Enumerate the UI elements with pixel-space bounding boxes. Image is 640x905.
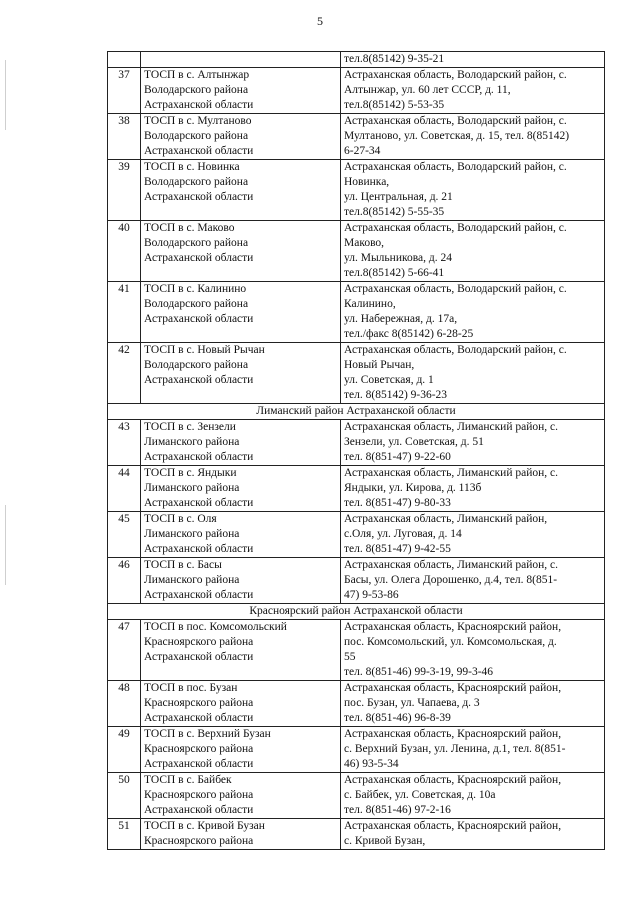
row-number: 46 [108, 558, 141, 604]
branch-address: Астраханская область, Володарский район, с. Калинино, ул. Набережная, д. 17а, тел./факс 8(85142) 6-28-25 [341, 282, 605, 343]
table-row [108, 466, 605, 512]
branch-name: ТОСП в с. Алтынжар Володарского района Астраханской области [141, 68, 341, 114]
table-row [108, 282, 605, 343]
branch-address: тел.8(85142) 9-35-21 [341, 52, 605, 68]
branch-table [107, 51, 605, 850]
table-row [108, 819, 605, 850]
row-number: 50 [108, 773, 141, 819]
branch-address: Астраханская область, Володарский район, с. Новый Рычан, ул. Советская, д. 1 тел. 8(85142) 9-36-23 [341, 343, 605, 404]
branch-name: ТОСП в с. Басы Лиманского района Астраханской области [141, 558, 341, 604]
branch-address: Астраханская область, Лиманский район, с. Басы, ул. Олега Дорошенко, д.4, тел. 8(851- 47) 9-53-86 [341, 558, 605, 604]
branch-address: Астраханская область, Лиманский район, с.Оля, ул. Луговая, д. 14 тел. 8(851-47) 9-42-55 [341, 512, 605, 558]
branch-address: Астраханская область, Красноярский район, с. Верхний Бузан, ул. Ленина, д.1, тел. 8(851- 46) 93-5-34 [341, 727, 605, 773]
table-row [108, 727, 605, 773]
row-number: 51 [108, 819, 141, 850]
row-number: 38 [108, 114, 141, 160]
branch-name: ТОСП в с. Новый Рычан Володарского района Астраханской области [141, 343, 341, 404]
branch-address: Астраханская область, Красноярский район, пос. Комсомольский, ул. Комсомольская, д. 55 тел. 8(851-46) 99-3-19, 99-3-46 [341, 620, 605, 681]
row-number: 37 [108, 68, 141, 114]
table-row [108, 343, 605, 404]
branch-name: ТОСП в с. Яндыки Лиманского района Астраханской области [141, 466, 341, 512]
branch-address: Астраханская область, Лиманский район, с. Зензели, ул. Советская, д. 51 тел. 8(851-47) 9-22-60 [341, 420, 605, 466]
row-number [108, 52, 141, 68]
section-title: Лиманский район Астраханской области [108, 404, 605, 420]
branch-name: ТОСП в пос. Комсомольский Красноярского района Астраханской области [141, 620, 341, 681]
branch-name: ТОСП в с. Оля Лиманского района Астраханской области [141, 512, 341, 558]
section-title: Красноярский район Астраханской области [108, 604, 605, 620]
table-row [108, 420, 605, 466]
row-number: 47 [108, 620, 141, 681]
branch-name: ТОСП в с. Кривой Бузан Красноярского района [141, 819, 341, 850]
branch-name: ТОСП в с. Маково Володарского района Астраханской области [141, 221, 341, 282]
branch-address: Астраханская область, Володарский район, с. Мултаново, ул. Советская, д. 15, тел. 8(85142) 6-27-34 [341, 114, 605, 160]
row-number: 44 [108, 466, 141, 512]
branch-address: Астраханская область, Володарский район, с. Алтынжар, ул. 60 лет СССР, д. 11, тел.8(85142) 5-53-35 [341, 68, 605, 114]
section-header-row [108, 604, 605, 620]
row-number: 39 [108, 160, 141, 221]
table-row [108, 68, 605, 114]
row-number: 42 [108, 343, 141, 404]
table-row [108, 160, 605, 221]
branch-name: ТОСП в с. Новинка Володарского района Астраханской области [141, 160, 341, 221]
row-number: 48 [108, 681, 141, 727]
page-number: 5 [317, 14, 323, 28]
branch-address: Астраханская область, Красноярский район, с. Кривой Бузан, [341, 819, 605, 850]
table-row [108, 558, 605, 604]
section-header-row [108, 404, 605, 420]
branch-name: ТОСП в с. Байбек Красноярского района Астраханской области [141, 773, 341, 819]
table-row [108, 773, 605, 819]
branch-address: Астраханская область, Красноярский район, пос. Бузан, ул. Чапаева, д. 3 тел. 8(851-46) 96-8-39 [341, 681, 605, 727]
row-number: 49 [108, 727, 141, 773]
branch-name: ТОСП в с. Зензели Лиманского района Астраханской области [141, 420, 341, 466]
branch-name: ТОСП в с. Калинино Володарского района Астраханской области [141, 282, 341, 343]
branch-name: ТОСП в пос. Бузан Красноярского района Астраханской области [141, 681, 341, 727]
scan-margin-line [5, 505, 6, 585]
row-number: 40 [108, 221, 141, 282]
branch-name [141, 52, 341, 68]
table-row [108, 512, 605, 558]
branch-name: ТОСП в с. Мултаново Володарского района Астраханской области [141, 114, 341, 160]
branch-address: Астраханская область, Красноярский район, с. Байбек, ул. Советская, д. 10а тел. 8(851-46) 97-2-16 [341, 773, 605, 819]
table-row [108, 52, 605, 68]
table-row [108, 620, 605, 681]
branch-address: Астраханская область, Володарский район, с. Маково, ул. Мыльникова, д. 24 тел.8(85142) 5-66-41 [341, 221, 605, 282]
branch-table-body [108, 52, 605, 850]
branch-address: Астраханская область, Лиманский район, с. Яндыки, ул. Кирова, д. 113б тел. 8(851-47) 9-80-33 [341, 466, 605, 512]
scan-margin-line [5, 60, 6, 130]
row-number: 45 [108, 512, 141, 558]
branch-address: Астраханская область, Володарский район, с. Новинка, ул. Центральная, д. 21 тел.8(85142) 5-55-35 [341, 160, 605, 221]
row-number: 41 [108, 282, 141, 343]
table-row [108, 114, 605, 160]
row-number: 43 [108, 420, 141, 466]
branch-name: ТОСП в с. Верхний Бузан Красноярского района Астраханской области [141, 727, 341, 773]
table-row [108, 681, 605, 727]
table-row [108, 221, 605, 282]
